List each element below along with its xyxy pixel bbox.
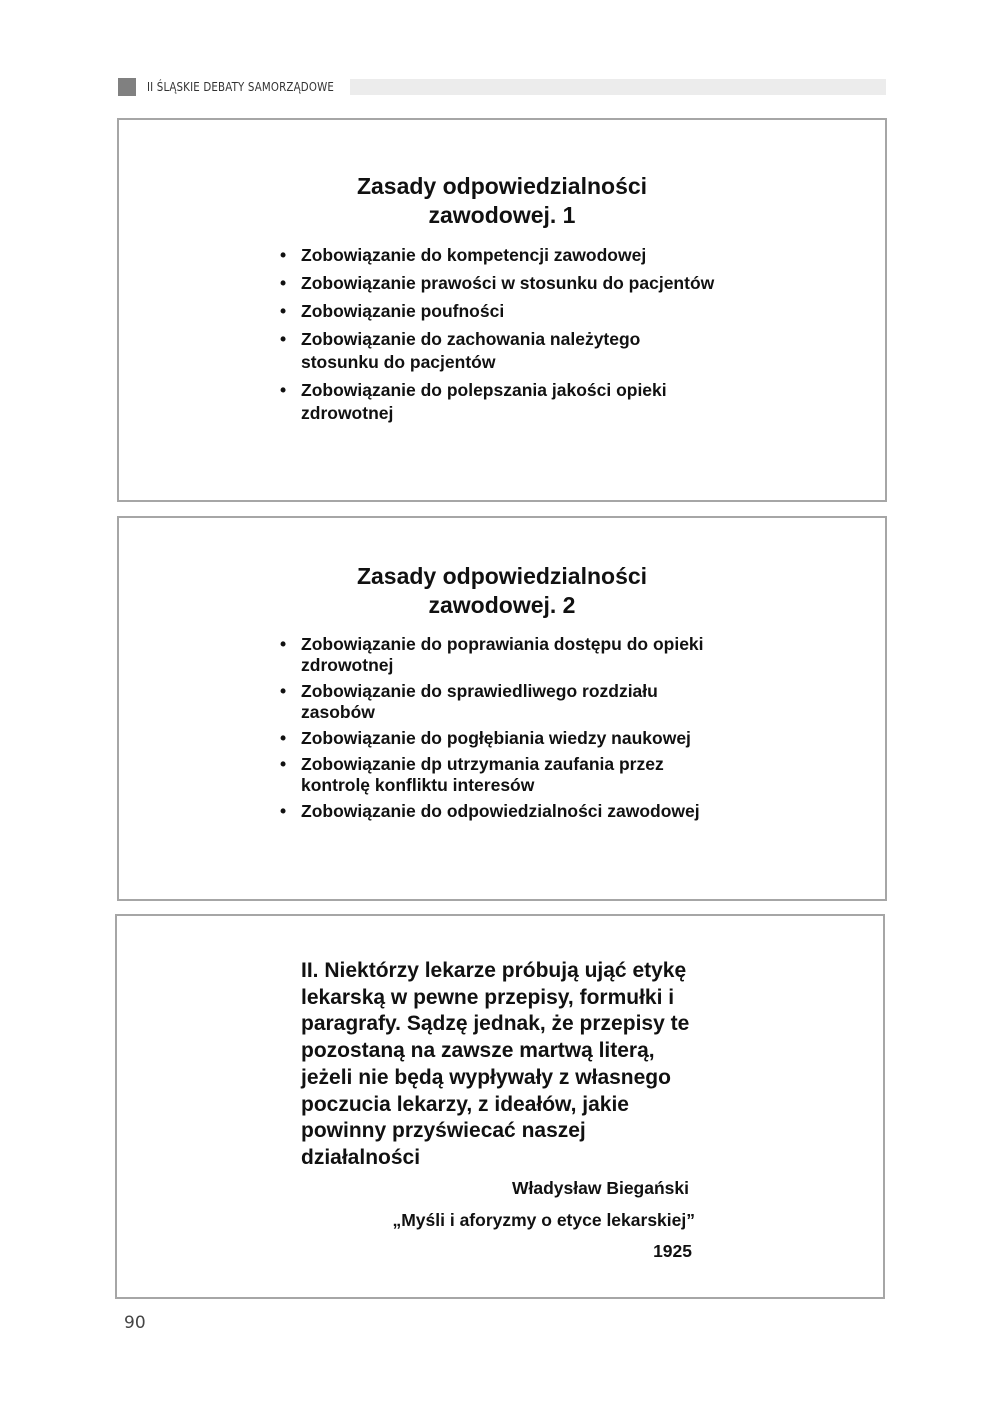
page-number: 90 (124, 1313, 146, 1333)
list-item-text: Zobowiązanie do poprawiania dostępu do opieki zdrowotnej (301, 634, 704, 675)
list-item-text: Zobowiązanie poufności (301, 301, 505, 321)
list-item (280, 728, 720, 749)
bullet-list (280, 244, 720, 430)
bullet-icon: • (280, 273, 287, 293)
list-item-text: Zobowiązanie do zachowania należytego stosunku do pacjentów (301, 329, 641, 372)
quote-year: 1925 (653, 1241, 692, 1261)
list-item-text: Zobowiązanie dp utrzymania zaufania przez kontrolę konfliktu interesów (301, 754, 664, 795)
header-rule-bar (350, 79, 886, 95)
quote-author: Władysław Biegański (511, 1178, 689, 1198)
bullet-icon: • (280, 634, 287, 654)
list-item (280, 328, 720, 374)
slide-title (119, 562, 885, 620)
list-item (280, 379, 720, 425)
bullet-icon: • (280, 801, 287, 821)
bullet-icon: • (280, 380, 287, 400)
list-item (280, 300, 720, 323)
list-item (280, 681, 720, 723)
bullet-icon: • (280, 329, 287, 349)
bullet-icon: • (280, 681, 287, 701)
list-item (280, 801, 720, 822)
slide-title-line: zawodowej. 2 (428, 592, 576, 618)
quote-text: II. Niektórzy lekarze próbują ująć etykę lekarską w pewne przepisy, formułki i paragrafy. Sądzę jednak, że przepisy te pozostaną na zawsze martwą literą, jeżeli nie będą wypływały z własnego poczucia lekarzy, z ideałów, jakie powinny przyświecać naszej działalności (301, 959, 690, 1169)
slide-title-line: Zasady odpowiedzialności (356, 563, 648, 589)
slide-title-line: Zasady odpowiedzialności (356, 173, 648, 199)
header-marker-square (118, 78, 136, 96)
slide-quote (115, 914, 885, 1299)
list-item (280, 272, 720, 295)
bullet-icon: • (280, 754, 287, 774)
bullet-list (280, 634, 720, 827)
list-item-text: Zobowiązanie do kompetencji zawodowej (301, 245, 647, 265)
running-header (118, 78, 886, 96)
slide-title (119, 172, 885, 230)
list-item-text: Zobowiązanie do pogłębiania wiedzy naukowej (301, 728, 691, 748)
list-item (280, 634, 720, 676)
bullet-icon: • (280, 245, 287, 265)
slide-professional-responsibility-2 (117, 516, 887, 901)
list-item (280, 754, 720, 796)
list-item-text: Zobowiązanie prawości w stosunku do pacjentów (301, 273, 715, 293)
bullet-icon: • (280, 301, 287, 321)
quote-source-title: „Myśli i aforyzmy o etyce lekarskiej” (392, 1210, 695, 1230)
bullet-icon: • (280, 728, 287, 748)
running-title: II ŚLĄSKIE DEBATY SAMORZĄDOWE (147, 79, 335, 94)
list-item-text: Zobowiązanie do sprawiedliwego rozdziału zasobów (301, 681, 658, 722)
slide-professional-responsibility-1 (117, 118, 887, 502)
list-item (280, 244, 720, 267)
slide-title-line: zawodowej. 1 (428, 202, 576, 228)
list-item-text: Zobowiązanie do odpowiedzialności zawodowej (301, 801, 700, 821)
list-item-text: Zobowiązanie do polepszania jakości opieki zdrowotnej (301, 380, 667, 423)
